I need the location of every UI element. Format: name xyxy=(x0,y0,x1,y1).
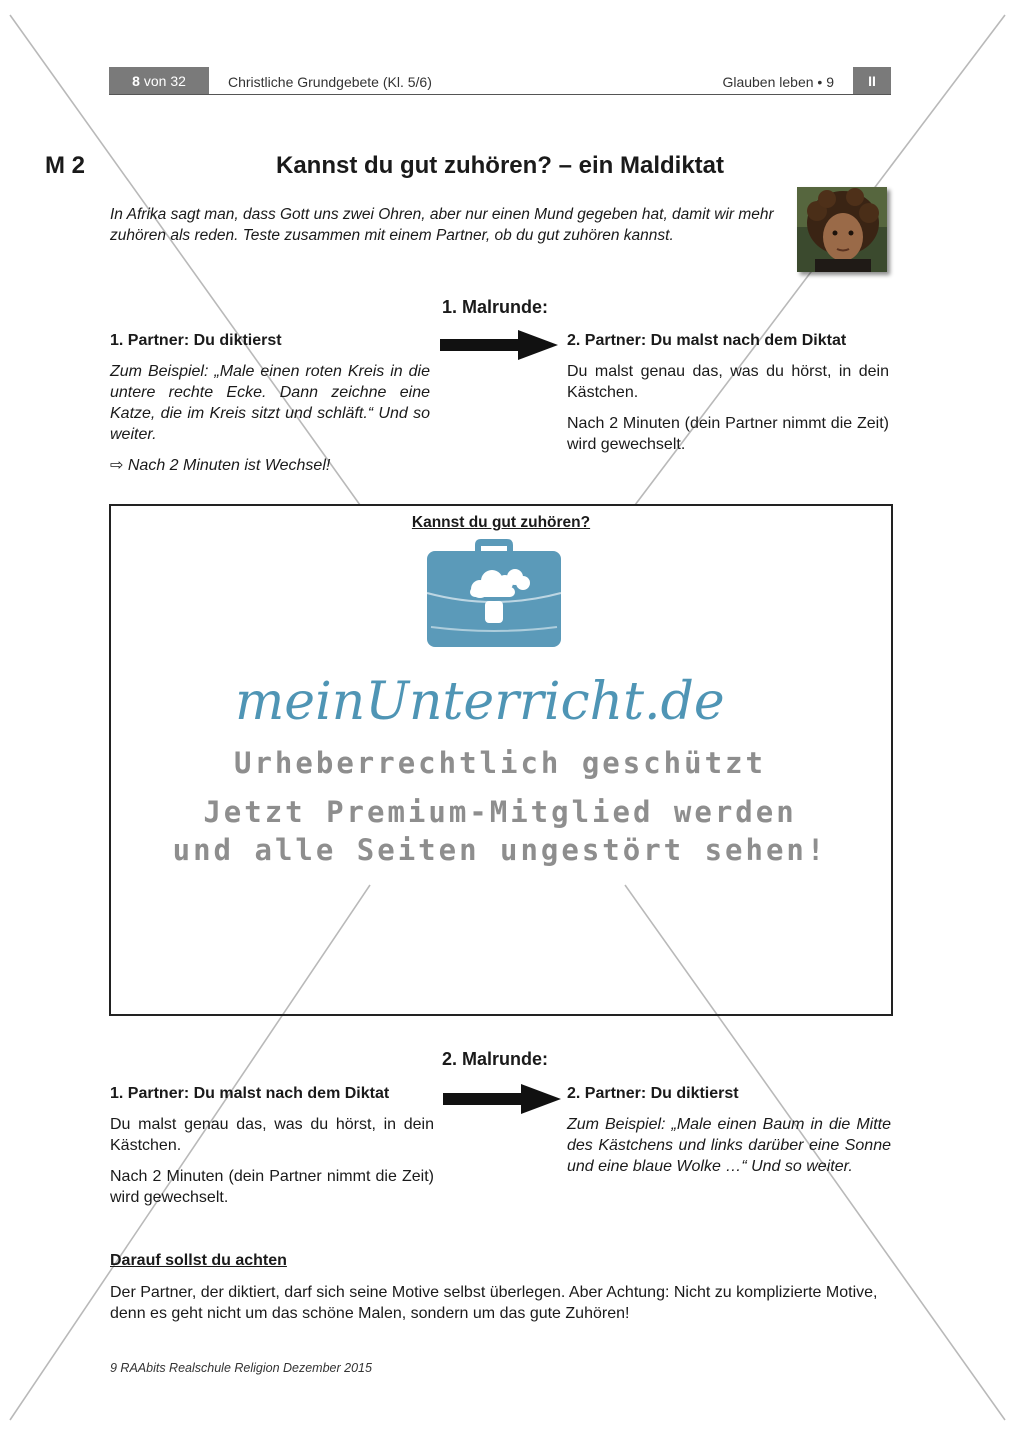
material-label: M 2 xyxy=(45,152,86,179)
round1-left-heading: 1. Partner: Du diktierst xyxy=(110,332,282,349)
round2-left-heading: 1. Partner: Du malst nach dem Diktat xyxy=(110,1085,390,1102)
watermark-copyright: Urheberrechtlich geschützt xyxy=(234,746,766,780)
attention-text: Der Partner, der diktiert, darf sich seine Motive selbst überlegen. Aber Achtung: Nicht zu komplizierte Motive, denn es geht nicht um das schöne Malen, sondern um das gute Zuhören! xyxy=(110,1284,878,1322)
round1-title: 1. Malrunde: xyxy=(441,297,548,317)
round1-right-p1: Du malst genau das, was du hörst, in dein Kästchen. xyxy=(567,363,889,401)
watermark-premium-line2: und alle Seiten ungestört sehen! xyxy=(172,833,828,867)
briefcase-logo-icon xyxy=(425,535,565,650)
page-total: von 32 xyxy=(143,73,186,89)
round1-left-hint-text: Nach 2 Minuten ist Wechsel! xyxy=(127,457,331,474)
header-divider xyxy=(109,94,891,95)
child-photo xyxy=(797,187,887,272)
watermark-premium-line1: Jetzt Premium-Mitglied werden xyxy=(203,795,797,829)
watermark-logo-text: meinUnterricht.de xyxy=(235,672,725,732)
round1-right-p2: Nach 2 Minuten (dein Partner nimmt die Zeit) wird gewechselt. xyxy=(567,415,889,453)
round1-right-column xyxy=(567,330,889,465)
attention-heading: Darauf sollst du achten xyxy=(110,1252,287,1269)
round2-right-heading: 2. Partner: Du diktierst xyxy=(567,1085,739,1102)
footer-source: 9 RAAbits Realschule Religion Dezember 2015 xyxy=(110,1361,372,1375)
drawing-box-title: Kannst du gut zuhören? xyxy=(411,514,591,531)
round2-left-p1: Du malst genau das, was du hörst, in dein Kästchen. xyxy=(110,1116,434,1154)
hint-arrow-icon: ⇨ xyxy=(110,457,124,474)
page-current: 8 xyxy=(132,73,140,89)
level-badge: II xyxy=(853,67,891,95)
round1-right-heading: 2. Partner: Du malst nach dem Diktat xyxy=(567,332,847,349)
round1-left-column xyxy=(110,330,430,486)
round2-left-p2: Nach 2 Minuten (dein Partner nimmt die Zeit) wird gewechselt. xyxy=(110,1168,434,1206)
section-title: Glauben leben • 9 xyxy=(722,74,834,90)
round2-left-column xyxy=(110,1083,434,1218)
round1-left-example: Zum Beispiel: „Male einen roten Kreis in die untere rechte Ecke. Dann zeichne eine Katze, die im Kreis sitzt und schläft.“ Und so weiter. xyxy=(110,363,430,443)
page-number-badge xyxy=(109,67,209,95)
unit-title: Christliche Grundgebete (Kl. 5/6) xyxy=(228,74,432,90)
round2-arrow-icon xyxy=(443,1084,563,1114)
round2-right-example: Zum Beispiel: „Male einen Baum in die Mitte des Kästchens und links darüber eine Sonne und eine blaue Wolke …“ Und so weiter. xyxy=(567,1116,891,1175)
intro-text: In Afrika sagt man, dass Gott uns zwei Ohren, aber nur einen Mund gegeben hat, damit wir mehr zuhören als reden. Teste zusammen mit einem Partner, ob du gut zuhören kannst. xyxy=(110,206,774,244)
round2-title: 2. Malrunde: xyxy=(441,1049,548,1069)
page-title: Kannst du gut zuhören? – ein Maldiktat xyxy=(275,152,724,179)
round1-arrow-icon xyxy=(440,330,560,360)
round1-left-hint xyxy=(110,455,430,476)
round2-right-column xyxy=(567,1083,891,1187)
